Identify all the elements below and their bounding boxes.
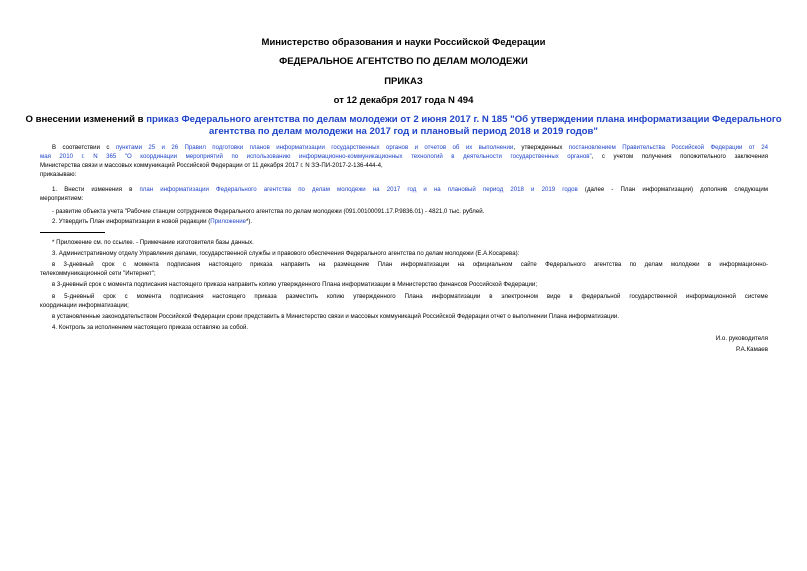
- paragraph-9: в установленные законодательством Российской Федерации сроки представить в Министерство связи и массовых коммуникаций Российской Федерации отчет о выполнении Плана информатизации.: [52, 313, 620, 320]
- text: В соответствии с: [52, 144, 116, 151]
- text: *).: [246, 218, 253, 225]
- text: 2. Утвердить План информатизации в новой редакции (: [52, 218, 211, 225]
- paragraph-1-line-4: приказываю:: [40, 171, 77, 178]
- document-title-line-1: [0, 114, 807, 126]
- rules-link[interactable]: пунктами 25 и 26 Правил подготовки планов информатизации государственных органов и отчетов об их выполнении: [115, 144, 514, 151]
- footnote: * Приложение см. по ссылке. - Примечание изготовителя базы данных.: [52, 239, 254, 246]
- government-decree-link[interactable]: постановлением Правительства Российской Федерации от 24: [568, 144, 769, 151]
- title-link-part-1[interactable]: приказ Федерального агентства по делам молодежи от 2 июня 2017 г. N 185 "Об утверждении плана информатизации Федерального: [146, 114, 782, 125]
- signature-name: Р.А.Камаев: [736, 346, 768, 353]
- paragraph-8-line-2: координации информатизации;: [40, 302, 129, 309]
- government-decree-link-cont[interactable]: мая 2010 г. N 365 "О координации мероприятий по использованию информационно-коммуникационных технологий в деятельности государственных органов": [40, 153, 592, 160]
- signature-position: И.о. руководителя: [715, 335, 768, 342]
- paragraph-4: [52, 217, 780, 226]
- paragraph-1-line-1: [52, 143, 768, 152]
- paragraph-2-line-1: [52, 185, 768, 194]
- paragraph-10: 4. Контроль за исполнением настоящего приказа оставляю за собой.: [52, 324, 249, 331]
- paragraph-1-line-2: [40, 152, 768, 161]
- appendix-link[interactable]: Приложение: [210, 218, 246, 225]
- title-text: О внесении изменений в: [25, 114, 147, 125]
- paragraph-5: 3. Административному отделу Управления делами, государственной службы и правового обеспечения Федерального агентства по делам молодежи (Е.А.Косарева):: [52, 250, 520, 257]
- document-type: ПРИКАЗ: [384, 76, 423, 87]
- informatization-plan-link[interactable]: план информатизации Федерального агентства по делам молодежи на 2017 год и на плановый период 2018 и 2019 годов: [139, 186, 578, 193]
- text: , с учетом получения положительного заключения: [591, 153, 769, 160]
- text: , утвержденных: [513, 144, 569, 151]
- paragraph-6-line-2: телекоммуникационной сети "Интернет";: [40, 270, 156, 277]
- title-link-part-2[interactable]: агентства по делам молодежи на 2017 год и плановый период 2018 и 2019 годов": [209, 126, 598, 137]
- footnote-divider: [40, 232, 105, 233]
- agency-heading: ФЕДЕРАЛЬНОЕ АГЕНТСТВО ПО ДЕЛАМ МОЛОДЕЖИ: [279, 56, 528, 67]
- date-number: от 12 декабря 2017 года N 494: [333, 95, 474, 106]
- text: 1. Внести изменения в: [52, 186, 140, 193]
- document-title-line-2: [0, 126, 807, 138]
- paragraph-7: в 3-дневный срок с момента подписания настоящего приказа направить копию утвержденного Плана информатизации в Министерство финансов Российской Федерации;: [52, 281, 538, 288]
- paragraph-1-line-3: Министерства связи и массовых коммуникаций Российской Федерации от 11 декабря 2017 г. N ЗЭ-ПИ-2017-2-136-444-4,: [40, 162, 383, 169]
- paragraph-2-line-2: мероприятием:: [40, 195, 84, 202]
- paragraph-6-line-1: в 3-дневный срок с момента подписания настоящего приказа направить на размещение План информатизации на официальном сайте Федерального агентства по делам молодежи в информационно-: [52, 261, 768, 268]
- text: (далее - План информатизации) дополнив следующим: [577, 186, 768, 193]
- paragraph-3: - развитие объекта учета "Рабочие станции сотрудников Федерального агентства по делам молодежи (091.00100091.17.Р.9836.01) - 4821,0 тыс. рублей.: [52, 208, 485, 215]
- paragraph-8-line-1: в 5-дневный срок с момента подписания настоящего приказа разместить копию утвержденного Плана информатизации в электронном виде в федеральной государственной информационной системе: [52, 293, 768, 300]
- ministry-heading: Министерство образования и науки Российской Федерации: [261, 37, 546, 48]
